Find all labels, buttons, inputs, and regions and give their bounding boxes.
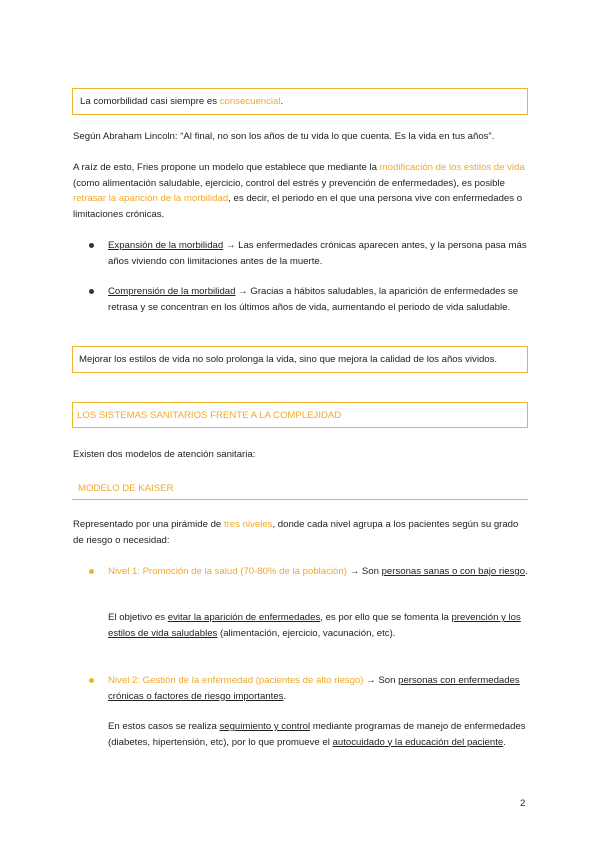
bullet-icon [89,243,94,248]
level-1-item [108,564,528,580]
level-2-end: . [283,690,287,702]
level-2-detail [108,719,528,750]
level-1-title: Nivel 1: Promoción de la salud (70-80% de la población) [108,566,347,577]
level-2-detail-u1: seguimiento y control [219,721,311,732]
bullet-icon [89,569,94,574]
page-number: 2 [520,798,526,809]
level-1-arrow: → Son [346,566,382,577]
section-divider [72,499,528,500]
fries-text-1: A raíz de esto, Fries propone un modelo que establece que mediante la [73,162,380,173]
level-1-detail-b: , es por ello que se fomenta la [320,612,452,623]
expansion-title: Expansión de la morbilidad [108,240,224,251]
level-2-item [108,673,528,704]
comorbidity-text [80,96,283,108]
expansion-text: → Las enfermedades crónicas aparecen antes, y la persona pasa más años viviendo con limitaciones antes de la muerte. [108,240,527,267]
level-1-underlined: personas sanas o con bajo riesgo [381,566,526,577]
lifestyle-text: Mejorar los estilos de vida no solo prolonga la vida, sino que mejora la calidad de los años vividos. [79,354,498,365]
level-1-detail-u1: evitar la aparición de enfermedades [167,612,321,623]
kaiser-text-1: Representado por una pirámide de [73,519,224,530]
comorbidity-text-post: . [280,96,284,107]
level-2-detail-c: . [503,736,506,748]
list-item-comprension [108,284,528,315]
bullet-icon [89,678,94,683]
kaiser-highlight: tres niveles [223,519,273,530]
section-title-sistemas: LOS SISTEMAS SANITARIOS FRENTE A LA COMPLEJIDAD [77,410,342,421]
level-2-arrow: → Son [363,675,399,686]
level-1-detail-u2: prevención y los estilos de vida saludables [108,612,521,639]
level-2-title: Nivel 2: Gestión de la enfermedad (pacientes de alto riesgo) [108,675,364,686]
intro-text: Existen dos modelos de atención sanitaria: [73,449,256,460]
list-item-expansion [108,238,528,269]
level-2-detail-b: mediante programas de manejo de enfermedades (diabetes, hipertensión, etc), por lo que promueve el [108,721,526,748]
fries-highlight-2: retrasar la aparición de la morbilidad [73,193,229,204]
comprension-text: → Gracias a hábitos saludables, la aparición de enfermedades se retrasa y se concentran en los últimos años de vida, aumentando el periodo de vida saludable. [108,286,519,313]
comorbidity-highlight: consecuencial [219,96,281,107]
kaiser-text-2: , donde cada nivel agrupa a los pacientes según su grado de riesgo o necesidad: [73,519,519,546]
lincoln-quote: Según Abraham Lincoln: “Al final, no son los años de tu vida lo que cuenta. Es la vida en tus años”. [73,131,495,142]
section-title-kaiser: MODELO DE KAISER [78,483,174,494]
fries-text-3: , es decir, el periodo en el que una persona vive con enfermedades o limitaciones crónicas. [73,193,523,220]
level-1-detail-a: El objetivo es [108,612,168,623]
level-1-detail-c: (alimentación, ejercicio, vacunación, etc). [217,627,396,639]
level-2-detail-u2: autocuidado y la educación del paciente [332,736,504,748]
level-2-underlined: personas con enfermedades crónicas o factores de riesgo importantes [108,675,520,702]
fries-text-2: (como alimentación saludable, ejercicio, control del estrés y prevención de enfermedades), es posible [73,177,505,189]
kaiser-paragraph [73,517,528,548]
level-1-end: . [525,566,528,577]
comorbidity-text-pre: La comorbilidad casi siempre es [80,96,220,107]
bullet-icon [89,289,94,294]
level-1-detail [108,610,528,641]
fries-paragraph [73,160,528,222]
fries-highlight-1: modificación de los estilos de vida [379,162,525,173]
comprension-title: Comprensión de la morbilidad [108,286,236,297]
level-2-detail-a: En estos casos se realiza [108,721,220,732]
